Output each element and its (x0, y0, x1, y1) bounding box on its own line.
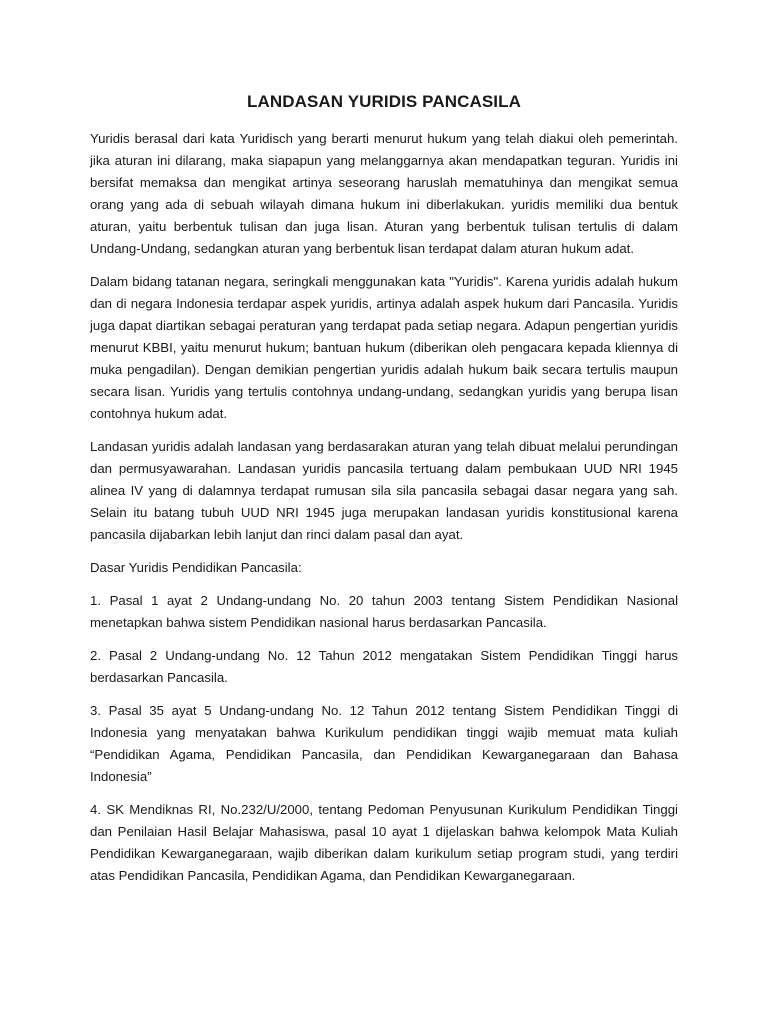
page-title: LANDASAN YURIDIS PANCASILA (247, 92, 521, 111)
paragraph-definition: Yuridis berasal dari kata Yuridisch yang berarti menurut hukum yang telah diakui oleh pemerintah. jika aturan ini dilarang, maka siapapun yang melanggarnya akan mendapatkan teguran. Yuridis ini bersifat memaksa dan mengikat artinya seseorang haruslah mematuhinya dan mengikat semua orang yang ada di sebuah wilayah dimana hukum ini diberlakukan. yuridis memiliki dua bentuk aturan, yaitu berbentuk tulisan dan juga lisan. Aturan yang berbentuk tulisan tertulis di dalam Undang-Undang, sedangkan aturan yang berbentuk lisan terdapat dalam aturan hukum adat. (90, 131, 678, 256)
list-item-3: 3. Pasal 35 ayat 5 Undang-undang No. 12 Tahun 2012 tentang Sistem Pendidikan Tinggi di Indonesia yang menyatakan bahwa Kurikulum pendidikan tinggi wajib memuat mata kuliah “Pendidikan Agama, Pendidikan Pancasila, dan Pendidikan Kewarganegaraan dan Bahasa Indonesia” (90, 703, 678, 784)
list-item-4: 4. SK Mendiknas RI, No.232/U/2000, tentang Pedoman Penyusunan Kurikulum Pendidikan Tinggi dan Penilaian Hasil Belajar Mahasiswa, pasal 10 ayat 1 dijelaskan bahwa kelompok Mata Kuliah Pendidikan Kewarganegaraan, wajib diberikan dalam kurikulum setiap program studi, yang terdiri atas Pendidikan Pancasila, Pendidikan Agama, dan Pendidikan Kewarganegaraan. (90, 802, 678, 883)
paragraph-list-heading: Dasar Yuridis Pendidikan Pancasila: (90, 560, 302, 575)
paragraph-legal-basis: Landasan yuridis adalah landasan yang berdasarakan aturan yang telah dibuat melalui perundingan dan permusyawarahan. Landasan yuridis pancasila tertuang dalam pembukaan UUD NRI 1945 alinea IV yang di dalamnya terdapat rumusan sila sila pancasila sebagai dasar negara yang sah. Selain itu batang tubuh UUD NRI 1945 juga merupakan landasan yuridis konstitusional karena pancasila dijabarkan lebih lanjut dan rinci dalam pasal dan ayat. (90, 439, 678, 542)
paragraph-state-context: Dalam bidang tatanan negara, seringkali menggunakan kata "Yuridis". Karena yuridis adalah hukum dan di negara Indonesia terdapar aspek yuridis, artinya adalah aspek hukum dari Pancasila. Yuridis juga dapat diartikan sebagai peraturan yang terdapat pada setiap negara. Adapun pengertian yuridis menurut KBBI, yaitu menurut hukum; bantuan hukum (diberikan oleh pengacara kepada kliennya di muka pengadilan). Dengan demikian pengertian yuridis adalah hukum baik secara tertulis maupun secara lisan. Yuridis yang tertulis contohnya undang-undang, sedangkan yuridis yang berupa lisan contohnya hukum adat. (90, 274, 678, 421)
list-item-1: 1. Pasal 1 ayat 2 Undang-undang No. 20 tahun 2003 tentang Sistem Pendidikan Nasional menetapkan bahwa sistem Pendidikan nasional harus berdasarkan Pancasila. (90, 593, 678, 630)
document-page (90, 92, 678, 898)
list-item-2: 2. Pasal 2 Undang-undang No. 12 Tahun 2012 mengatakan Sistem Pendidikan Tinggi harus berdasarkan Pancasila. (90, 648, 678, 685)
